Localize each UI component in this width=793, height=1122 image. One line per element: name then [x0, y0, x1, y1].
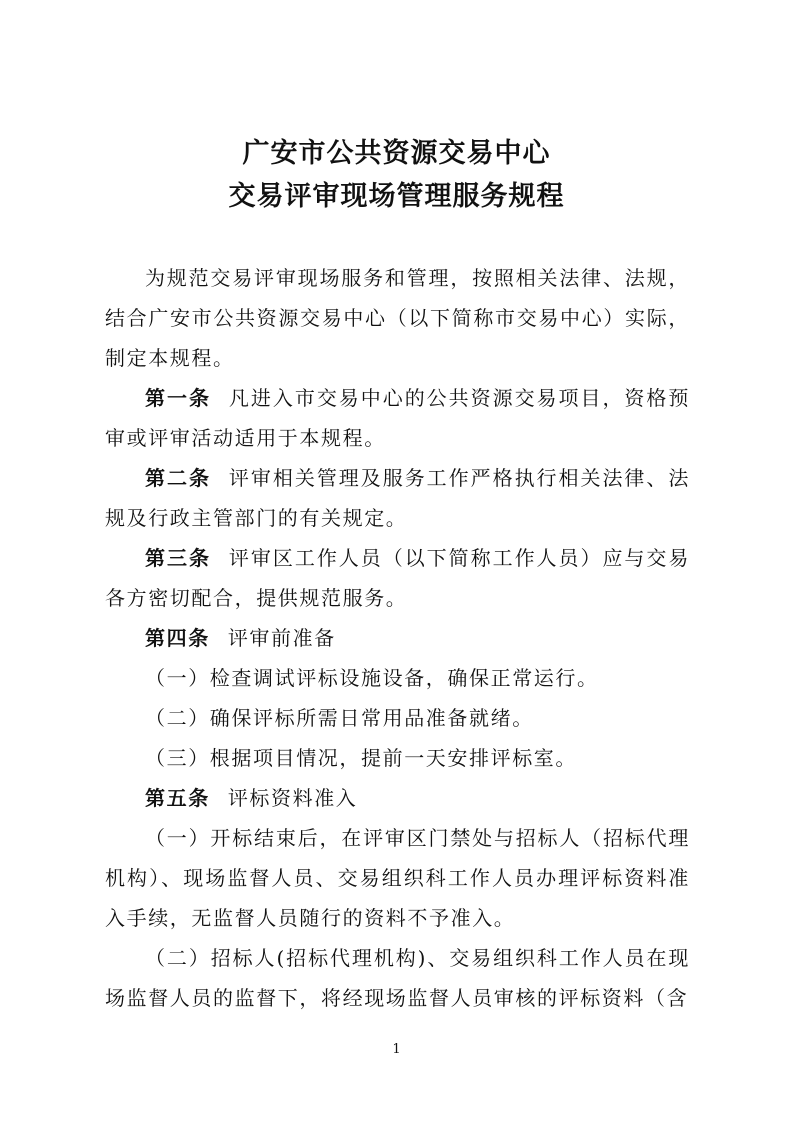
article-heading: 第一条 [145, 386, 211, 410]
list-item: （二）招标人(招标代理机构)、交易组织科工作人员在现场监督人员的监督下，将经现场监督人员审核的评标资料（含 [105, 946, 690, 1010]
article-text: 评审相关管理及服务工作严格执行相关法律、法规及行政主管部门的有关规定。 [105, 466, 690, 530]
article-2 [105, 458, 690, 538]
article-heading: 第二条 [145, 466, 211, 490]
article-text: 凡进入市交易中心的公共资源交易项目，资格预审或评审活动适用于本规程。 [105, 386, 690, 450]
document-body [105, 258, 690, 1018]
list-item: （二）确保评标所需日常用品准备就绪。 [145, 706, 534, 730]
article-text: 评标资料准入 [227, 786, 358, 810]
list-item: （一）检查调试评标设施设备，确保正常运行。 [145, 666, 599, 690]
page-number: 1 [392, 1042, 401, 1057]
list-item: （三）根据项目情况，提前一天安排评标室。 [145, 746, 577, 770]
article-heading: 第四条 [145, 626, 210, 650]
article-heading: 第三条 [145, 546, 211, 570]
article-1 [105, 378, 690, 458]
article-text: 评审前准备 [227, 626, 336, 650]
intro-paragraph: 为规范交易评审现场服务和管理，按照相关法律、法规，结合广安市公共资源交易中心（以下简称市交易中心）实际，制定本规程。 [105, 266, 690, 370]
article-text: 评审区工作人员（以下简称工作人员）应与交易各方密切配合，提供规范服务。 [105, 546, 690, 610]
article-4 [105, 618, 690, 658]
document-title-line2: 交易评审现场管理服务规程 [228, 181, 565, 212]
article-3 [105, 538, 690, 618]
list-item: （一）开标结束后，在评审区门禁处与招标人（招标代理机构）、现场监督人员、交易组织科工作人员办理评标资料准入手续，无监督人员随行的资料不予准入。 [105, 826, 690, 930]
article-5 [105, 778, 690, 818]
article-heading: 第五条 [145, 786, 210, 810]
document-title-line1: 广安市公共资源交易中心 [242, 138, 551, 169]
